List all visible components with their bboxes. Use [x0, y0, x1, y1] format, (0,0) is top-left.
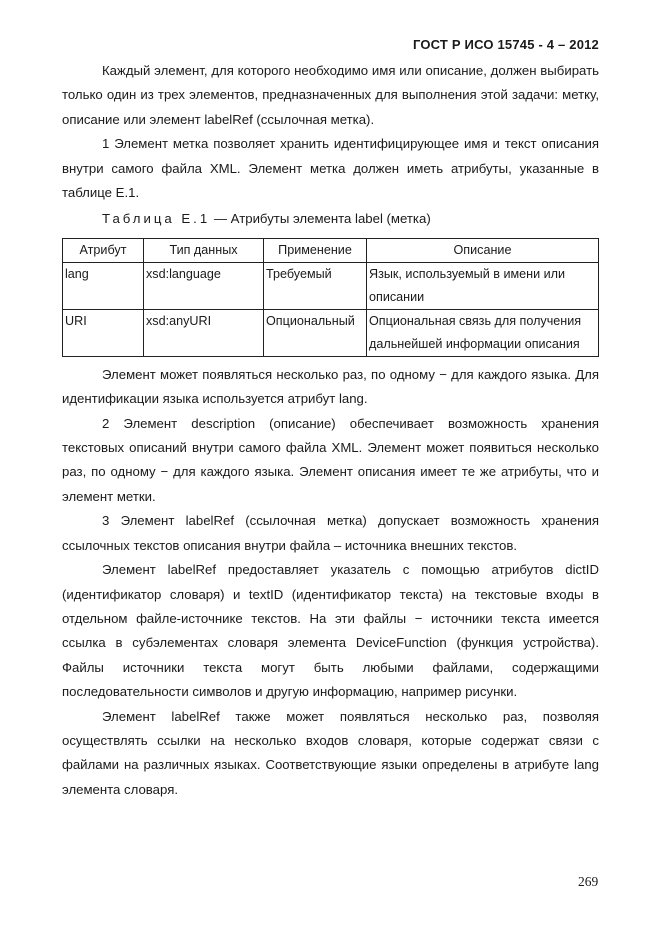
column-header-attribute: Атрибут: [63, 238, 144, 262]
table-header-row: [63, 238, 599, 262]
paragraph: Каждый элемент, для которого необходимо имя или описание, должен выбирать только один из трех элементов, предназначенных для выполнения этой задачи: метку, описание или элемент labelRef (ссылочная метка).: [62, 63, 599, 127]
paragraph: 3 Элемент labelRef (ссылочная метка) допускает возможность хранения ссылочных текстов описания внутри файла – источника внешних текстов.: [62, 513, 599, 553]
table-caption: [62, 207, 599, 231]
table-cell: xsd:anyURI: [144, 309, 264, 356]
page-number: 269: [578, 874, 599, 889]
table-caption-title: — Атрибуты элемента label (метка): [210, 211, 431, 227]
paragraph: 2 Элемент description (описание) обеспечивает возможность хранения текстовых описаний внутри самого файла XML. Элемент может появиться несколько раз, по одному − для каждого языка. Элемент описания имеет те же атрибуты, что и элемент метки.: [62, 415, 599, 504]
table-cell: Требуемый: [264, 262, 367, 309]
page-content: [62, 59, 599, 802]
column-header-data-type: Тип данных: [144, 238, 264, 262]
column-header-description: Описание: [367, 238, 599, 262]
document-header: ГОСТ Р ИСО 15745 - 4 – 2012: [412, 37, 599, 52]
table-cell: Опциональная связь для получения дальнейшей информации описания: [367, 309, 599, 356]
column-header-usage: Применение: [264, 238, 367, 262]
paragraph: Элемент labelRef предоставляет указатель с помощью атрибутов dictID (идентификатор словаря) и textID (идентификатор текста) на текстовые входы в отдельном файле-источнике текстов. На эти файлы − источники текста имеется ссылка в субэлементах словаря элемента DeviceFunction (функция устройства). Файлы источники текста могут быть любыми файлами, содержащими последовательности символов и другую информацию, например рисунки.: [62, 562, 599, 700]
table-row: [63, 262, 599, 309]
attributes-table: [62, 238, 599, 357]
table-cell: Опциональный: [264, 309, 367, 356]
table-cell: URI: [63, 309, 144, 356]
table-cell: lang: [63, 262, 144, 309]
table-caption-label: Таблица Е.1: [102, 211, 211, 227]
table-cell: Язык, используемый в имени или описании: [367, 262, 599, 309]
paragraph: 1 Элемент метка позволяет хранить идентифицирующее имя и текст описания внутри самого файла XML. Элемент метка должен иметь атрибуты, указанные в таблице Е.1.: [62, 136, 599, 201]
table-row: [63, 309, 599, 356]
paragraph: Элемент labelRef также может появляться несколько раз, позволяя осуществлять ссылки на несколько входов словаря, которые содержат связи с файлами на различных языках. Соответствующие языки определены в атрибуте lang элемента словаря.: [62, 708, 599, 797]
paragraph: Элемент может появляться несколько раз, по одному − для каждого языка. Для идентификации языка используется атрибут lang.: [62, 366, 599, 407]
table-cell: xsd:language: [144, 262, 264, 309]
